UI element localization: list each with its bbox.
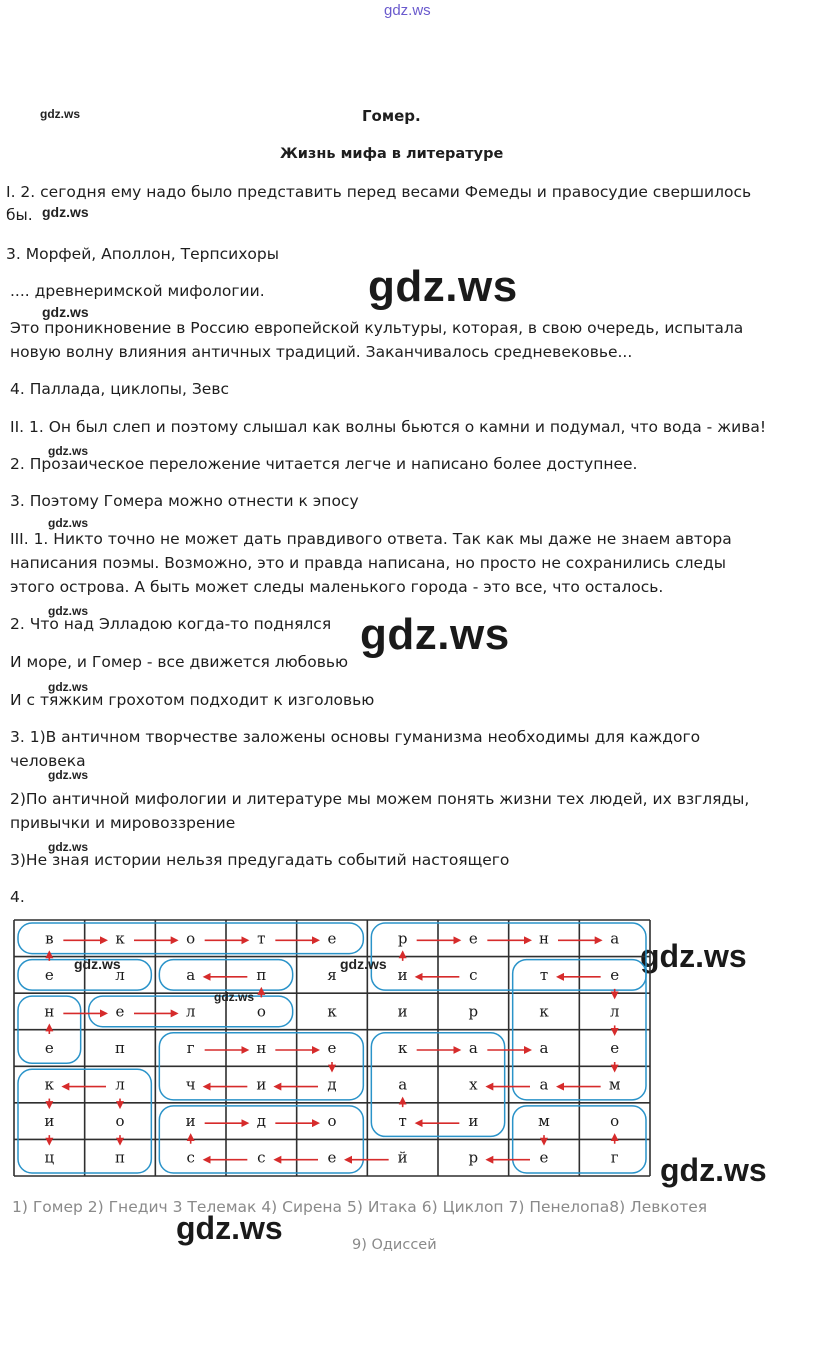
- grid-cell-letter: й: [397, 1148, 408, 1167]
- answer-text: 4. Паллада, циклопы, Зевс: [10, 380, 229, 398]
- watermark-big: gdz.ws: [660, 1152, 767, 1188]
- watermark-small: gdz.ws: [340, 956, 387, 972]
- poem-line: 2. Что над Элладою когда-то поднялся: [10, 615, 332, 633]
- watermark-big: gdz.ws: [176, 1210, 283, 1246]
- grid-cell-letter: с: [186, 1148, 195, 1167]
- answer-text: написания поэмы. Возможно, это и правда написана, но просто не сохранились следы: [10, 554, 727, 572]
- grid-cell-letter: с: [469, 965, 478, 984]
- watermark-big: gdz.ws: [360, 610, 510, 659]
- answer-text: привычки и мировоззрение: [10, 814, 236, 832]
- grid-cell-letter: м: [538, 1112, 550, 1131]
- grid-cell-letter: л: [609, 1002, 620, 1021]
- grid-cell-letter: с: [257, 1148, 266, 1167]
- grid-cell-letter: р: [468, 1148, 479, 1167]
- grid-cell-letter: и: [185, 1112, 196, 1131]
- grid-cell-letter: р: [468, 1002, 479, 1021]
- watermark-small: gdz.ws: [42, 304, 89, 320]
- answer-text: 3. Поэтому Гомера можно отнести к эпосу: [10, 492, 359, 510]
- watermark-top: gdz.ws: [384, 2, 431, 19]
- word-search-grid: [12, 918, 652, 1178]
- grid-cell-letter: л: [115, 1075, 125, 1094]
- answer-text: .... древнеримской мифологии.: [10, 282, 265, 300]
- grid-cell-letter: п: [256, 965, 267, 984]
- grid-cell-letter: м: [608, 1075, 621, 1094]
- grid-cell-letter: е: [327, 1039, 337, 1057]
- page-subtitle: Жизнь мифа в литературе: [280, 146, 504, 162]
- grid-cell-letter: а: [539, 1075, 549, 1094]
- answer-text: I. 2. сегодня ему надо было представить перед весами Фемеды и правосудие свершилось: [6, 183, 752, 201]
- grid-letters: [44, 929, 620, 1166]
- grid-cell-letter: е: [327, 1148, 337, 1167]
- grid-cell-letter: е: [610, 1039, 620, 1057]
- watermark-small: gdz.ws: [48, 604, 89, 618]
- grid-cell-letter: г: [610, 1148, 619, 1167]
- grid-cell-letter: е: [44, 965, 54, 984]
- answer-text: человека: [10, 752, 86, 770]
- answers-list-last: 9) Одиссей: [352, 1237, 437, 1253]
- grid-cell-letter: е: [44, 1039, 54, 1057]
- grid-cell-letter: л: [185, 1002, 196, 1021]
- watermark-small: gdz.ws: [74, 956, 121, 972]
- grid-cell-letter: н: [256, 1039, 267, 1057]
- question-number: 4.: [10, 888, 25, 906]
- grid-cell-letter: ч: [185, 1075, 196, 1094]
- grid-cell-letter: н: [539, 929, 549, 948]
- grid-cell-letter: п: [115, 1039, 125, 1057]
- answer-text: 3. Морфей, Аполлон, Терпсихоры: [6, 245, 279, 263]
- answers-list: 1) Гомер 2) Гнедич 3 Телемак 4) Сирена 5) Итака 6) Циклоп 7) Пенелопа8) Левкотея: [12, 1198, 708, 1216]
- grid-cell-letter: т: [398, 1112, 407, 1131]
- grid-cell-letter: а: [539, 1039, 549, 1057]
- grid-cell-letter: о: [186, 929, 196, 948]
- answer-text: 2)По античной мифологии и литературе мы можем понять жизни тех людей, их взгляды,: [10, 790, 750, 808]
- grid-cell-letter: о: [256, 1002, 266, 1021]
- grid-cell-letter: и: [256, 1075, 267, 1094]
- answer-text: бы.: [6, 206, 33, 224]
- watermark-small: gdz.ws: [48, 444, 89, 458]
- answer-text: этого острова. А быть может следы маленького города - это все, что осталось.: [10, 578, 664, 596]
- grid-cell-letter: и: [44, 1112, 55, 1131]
- grid-cell-letter: е: [539, 1148, 549, 1167]
- watermark-small: gdz.ws: [48, 768, 89, 782]
- answer-text: II. 1. Он был слеп и поэтому слышал как волны бьются о камни и подумал, что вода - жива!: [10, 418, 767, 436]
- grid-cell-letter: г: [186, 1039, 195, 1057]
- grid-cell-letter: а: [186, 965, 196, 984]
- answer-text: Это проникновение в Россию европейской культуры, которая, в свою очередь, испытала: [10, 319, 744, 337]
- grid-cell-letter: ц: [44, 1148, 55, 1167]
- answer-text: III. 1. Никто точно не может дать правдивого ответа. Так как мы даже не знаем автора: [10, 530, 732, 548]
- answer-text: 2. Прозаическое переложение читается легче и написано более доступнее.: [10, 455, 638, 473]
- grid-cell-letter: к: [327, 1002, 337, 1021]
- grid-cell-letter: о: [610, 1112, 620, 1131]
- grid-cell-letter: и: [397, 965, 408, 984]
- grid-cell-letter: к: [44, 1075, 55, 1094]
- grid-cell-letter: е: [610, 965, 620, 984]
- page-title: Гомер.: [362, 107, 421, 125]
- grid-cell-letter: а: [610, 929, 620, 948]
- grid-cell-letter: я: [327, 965, 337, 984]
- grid-cell-letter: к: [397, 1039, 408, 1057]
- poem-line: И с тяжким грохотом подходит к изголовью: [10, 691, 375, 709]
- grid-cell-letter: а: [398, 1075, 408, 1094]
- watermark-small: gdz.ws: [48, 516, 89, 530]
- watermark-small: gdz.ws: [48, 840, 89, 854]
- watermark-small: gdz.ws: [214, 990, 255, 1004]
- grid-cell-letter: х: [469, 1075, 478, 1094]
- grid-cell-letter: и: [397, 1002, 408, 1021]
- watermark-big: gdz.ws: [368, 262, 518, 311]
- grid-cell-letter: к: [115, 929, 125, 948]
- watermark-big: gdz.ws: [640, 938, 747, 974]
- watermark-small: gdz.ws: [40, 107, 81, 121]
- grid-cell-letter: к: [539, 1002, 549, 1021]
- answer-text: 3. 1)В античном творчестве заложены основы гуманизма необходимы для каждого: [10, 728, 701, 746]
- grid-cell-letter: а: [468, 1039, 478, 1057]
- watermark-small: gdz.ws: [42, 204, 89, 220]
- poem-line: И море, и Гомер - все движется любовью: [10, 653, 349, 671]
- grid-cell-letter: д: [327, 1075, 337, 1094]
- answer-text: новую волну влияния античных традиций. Заканчивалось средневековье...: [10, 343, 633, 361]
- grid-cell-letter: е: [468, 929, 478, 948]
- grid-cell-letter: е: [115, 1002, 125, 1021]
- grid-cell-letter: л: [115, 965, 125, 984]
- grid-cell-letter: т: [539, 965, 549, 984]
- watermark-small: gdz.ws: [48, 680, 89, 694]
- grid-cell-letter: п: [115, 1148, 125, 1167]
- grid-cell-letter: т: [257, 929, 266, 948]
- grid-cell-letter: и: [468, 1112, 479, 1131]
- grid-cell-letter: н: [44, 1002, 55, 1021]
- grid-cell-letter: о: [327, 1112, 337, 1131]
- answer-text: 3)Не зная истории нельзя предугадать событий настоящего: [10, 851, 510, 869]
- grid-cell-letter: д: [256, 1112, 266, 1131]
- grid-cell-letter: о: [115, 1112, 125, 1131]
- grid-cell-letter: е: [327, 929, 337, 948]
- grid-cell-letter: в: [45, 929, 54, 948]
- grid-cell-letter: р: [397, 929, 408, 948]
